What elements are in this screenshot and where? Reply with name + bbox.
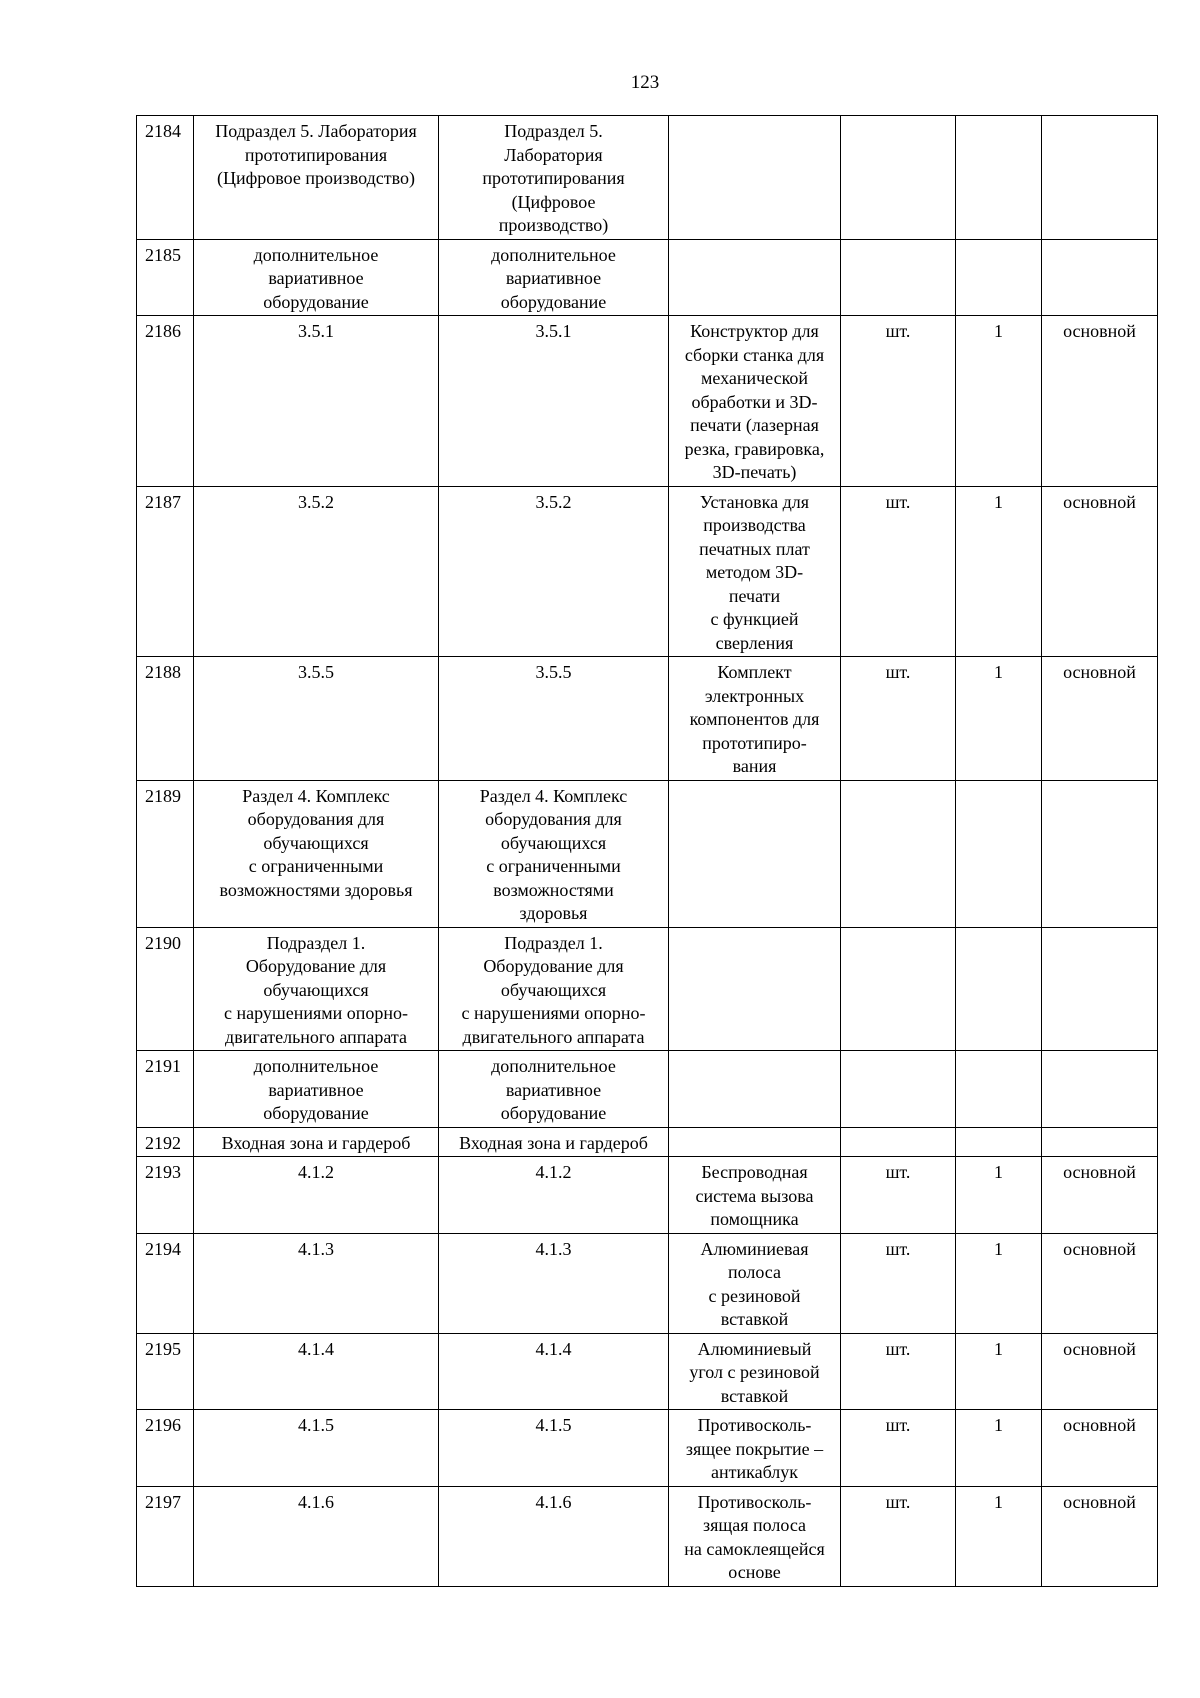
- section-copy-cell: 4.1.6: [439, 1486, 669, 1586]
- quantity-cell: [956, 927, 1042, 1051]
- row-number-cell: 2186: [137, 316, 194, 487]
- unit-cell: шт.: [841, 1233, 956, 1333]
- quantity-cell: 1: [956, 1233, 1042, 1333]
- quantity-cell: 1: [956, 486, 1042, 657]
- equipment-name-cell: Противосколь- зящее покрытие – антикаблук: [669, 1410, 841, 1487]
- section-copy-cell: Подраздел 1. Оборудование для обучающихся с нарушениями опорно- двигательного аппарата: [439, 927, 669, 1051]
- row-number-cell: 2188: [137, 657, 194, 781]
- unit-cell: [841, 116, 956, 240]
- row-number-cell: 2185: [137, 239, 194, 316]
- table-row: [137, 1410, 1158, 1487]
- equipment-name-cell: [669, 927, 841, 1051]
- unit-cell: шт.: [841, 657, 956, 781]
- quantity-cell: 1: [956, 1410, 1042, 1487]
- section-copy-cell: Подраздел 5. Лаборатория прототипирования (Цифровое производство): [439, 116, 669, 240]
- unit-cell: шт.: [841, 316, 956, 487]
- unit-cell: шт.: [841, 1486, 956, 1586]
- equipment-name-cell: Комплект электронных компонентов для прототипиро- вания: [669, 657, 841, 781]
- table-row: [137, 1486, 1158, 1586]
- section-copy-cell: 3.5.1: [439, 316, 669, 487]
- table-row: [137, 1127, 1158, 1157]
- section-cell: 3.5.2: [194, 486, 439, 657]
- row-number-cell: 2192: [137, 1127, 194, 1157]
- quantity-cell: [956, 780, 1042, 927]
- section-copy-cell: Входная зона и гардероб: [439, 1127, 669, 1157]
- section-copy-cell: 4.1.5: [439, 1410, 669, 1487]
- unit-cell: [841, 1127, 956, 1157]
- table-body: [137, 116, 1158, 1587]
- table-row: [137, 1051, 1158, 1128]
- table-row: [137, 316, 1158, 487]
- row-number-cell: 2197: [137, 1486, 194, 1586]
- equipment-table: [136, 115, 1158, 1587]
- quantity-cell: [956, 1051, 1042, 1128]
- equipment-name-cell: [669, 780, 841, 927]
- unit-cell: [841, 927, 956, 1051]
- table-row: [137, 1333, 1158, 1410]
- row-number-cell: 2193: [137, 1157, 194, 1234]
- page-number: 123: [630, 72, 660, 93]
- section-cell: 4.1.2: [194, 1157, 439, 1234]
- section-cell: Подраздел 5. Лаборатория прототипирования (Цифровое производство): [194, 116, 439, 240]
- equipment-name-cell: Беспроводная система вызова помощника: [669, 1157, 841, 1234]
- section-cell: 4.1.3: [194, 1233, 439, 1333]
- equipment-name-cell: [669, 1127, 841, 1157]
- table-row: [137, 780, 1158, 927]
- equipment-type-cell: [1042, 780, 1158, 927]
- quantity-cell: [956, 1127, 1042, 1157]
- unit-cell: шт.: [841, 1410, 956, 1487]
- table-row: [137, 657, 1158, 781]
- quantity-cell: [956, 239, 1042, 316]
- section-copy-cell: 4.1.4: [439, 1333, 669, 1410]
- table-row: [137, 116, 1158, 240]
- section-cell: 4.1.4: [194, 1333, 439, 1410]
- equipment-type-cell: [1042, 927, 1158, 1051]
- section-copy-cell: дополнительное вариативное оборудование: [439, 239, 669, 316]
- row-number-cell: 2191: [137, 1051, 194, 1128]
- equipment-name-cell: Установка для производства печатных плат методом 3D- печати с функцией сверления: [669, 486, 841, 657]
- section-cell: дополнительное вариативное оборудование: [194, 1051, 439, 1128]
- equipment-name-cell: Алюминиевый угол с резиновой вставкой: [669, 1333, 841, 1410]
- equipment-type-cell: основной: [1042, 1486, 1158, 1586]
- section-copy-cell: Раздел 4. Комплекс оборудования для обучающихся с ограниченными возможностями здоровья: [439, 780, 669, 927]
- section-cell: Входная зона и гардероб: [194, 1127, 439, 1157]
- equipment-type-cell: [1042, 239, 1158, 316]
- quantity-cell: 1: [956, 1157, 1042, 1234]
- section-cell: Подраздел 1. Оборудование для обучающихся с нарушениями опорно- двигательного аппарата: [194, 927, 439, 1051]
- section-copy-cell: 3.5.2: [439, 486, 669, 657]
- equipment-name-cell: Конструктор для сборки станка для механической обработки и 3D- печати (лазерная резка, гравировка, 3D-печать): [669, 316, 841, 487]
- table-row: [137, 927, 1158, 1051]
- equipment-type-cell: основной: [1042, 657, 1158, 781]
- table-row: [137, 1157, 1158, 1234]
- equipment-name-cell: Алюминиевая полоса с резиновой вставкой: [669, 1233, 841, 1333]
- equipment-name-cell: [669, 239, 841, 316]
- section-cell: 4.1.5: [194, 1410, 439, 1487]
- section-cell: 3.5.1: [194, 316, 439, 487]
- quantity-cell: 1: [956, 1333, 1042, 1410]
- row-number-cell: 2184: [137, 116, 194, 240]
- section-cell: дополнительное вариативное оборудование: [194, 239, 439, 316]
- equipment-type-cell: [1042, 1127, 1158, 1157]
- row-number-cell: 2189: [137, 780, 194, 927]
- section-cell: 3.5.5: [194, 657, 439, 781]
- quantity-cell: 1: [956, 657, 1042, 781]
- unit-cell: [841, 239, 956, 316]
- equipment-type-cell: [1042, 116, 1158, 240]
- equipment-name-cell: [669, 1051, 841, 1128]
- table-row: [137, 1233, 1158, 1333]
- equipment-type-cell: основной: [1042, 1333, 1158, 1410]
- section-copy-cell: 4.1.2: [439, 1157, 669, 1234]
- equipment-name-cell: Противосколь- зящая полоса на самоклеящейся основе: [669, 1486, 841, 1586]
- equipment-type-cell: основной: [1042, 316, 1158, 487]
- equipment-type-cell: [1042, 1051, 1158, 1128]
- section-copy-cell: 3.5.5: [439, 657, 669, 781]
- equipment-type-cell: основной: [1042, 1233, 1158, 1333]
- equipment-type-cell: основной: [1042, 486, 1158, 657]
- row-number-cell: 2196: [137, 1410, 194, 1487]
- row-number-cell: 2190: [137, 927, 194, 1051]
- section-copy-cell: 4.1.3: [439, 1233, 669, 1333]
- section-cell: Раздел 4. Комплекс оборудования для обучающихся с ограниченными возможностями здоровья: [194, 780, 439, 927]
- unit-cell: шт.: [841, 1333, 956, 1410]
- table-row: [137, 486, 1158, 657]
- unit-cell: шт.: [841, 1157, 956, 1234]
- row-number-cell: 2195: [137, 1333, 194, 1410]
- equipment-name-cell: [669, 116, 841, 240]
- quantity-cell: [956, 116, 1042, 240]
- quantity-cell: 1: [956, 316, 1042, 487]
- section-copy-cell: дополнительное вариативное оборудование: [439, 1051, 669, 1128]
- table-row: [137, 239, 1158, 316]
- section-cell: 4.1.6: [194, 1486, 439, 1586]
- unit-cell: шт.: [841, 486, 956, 657]
- unit-cell: [841, 1051, 956, 1128]
- quantity-cell: 1: [956, 1486, 1042, 1586]
- equipment-type-cell: основной: [1042, 1410, 1158, 1487]
- unit-cell: [841, 780, 956, 927]
- row-number-cell: 2194: [137, 1233, 194, 1333]
- equipment-type-cell: основной: [1042, 1157, 1158, 1234]
- row-number-cell: 2187: [137, 486, 194, 657]
